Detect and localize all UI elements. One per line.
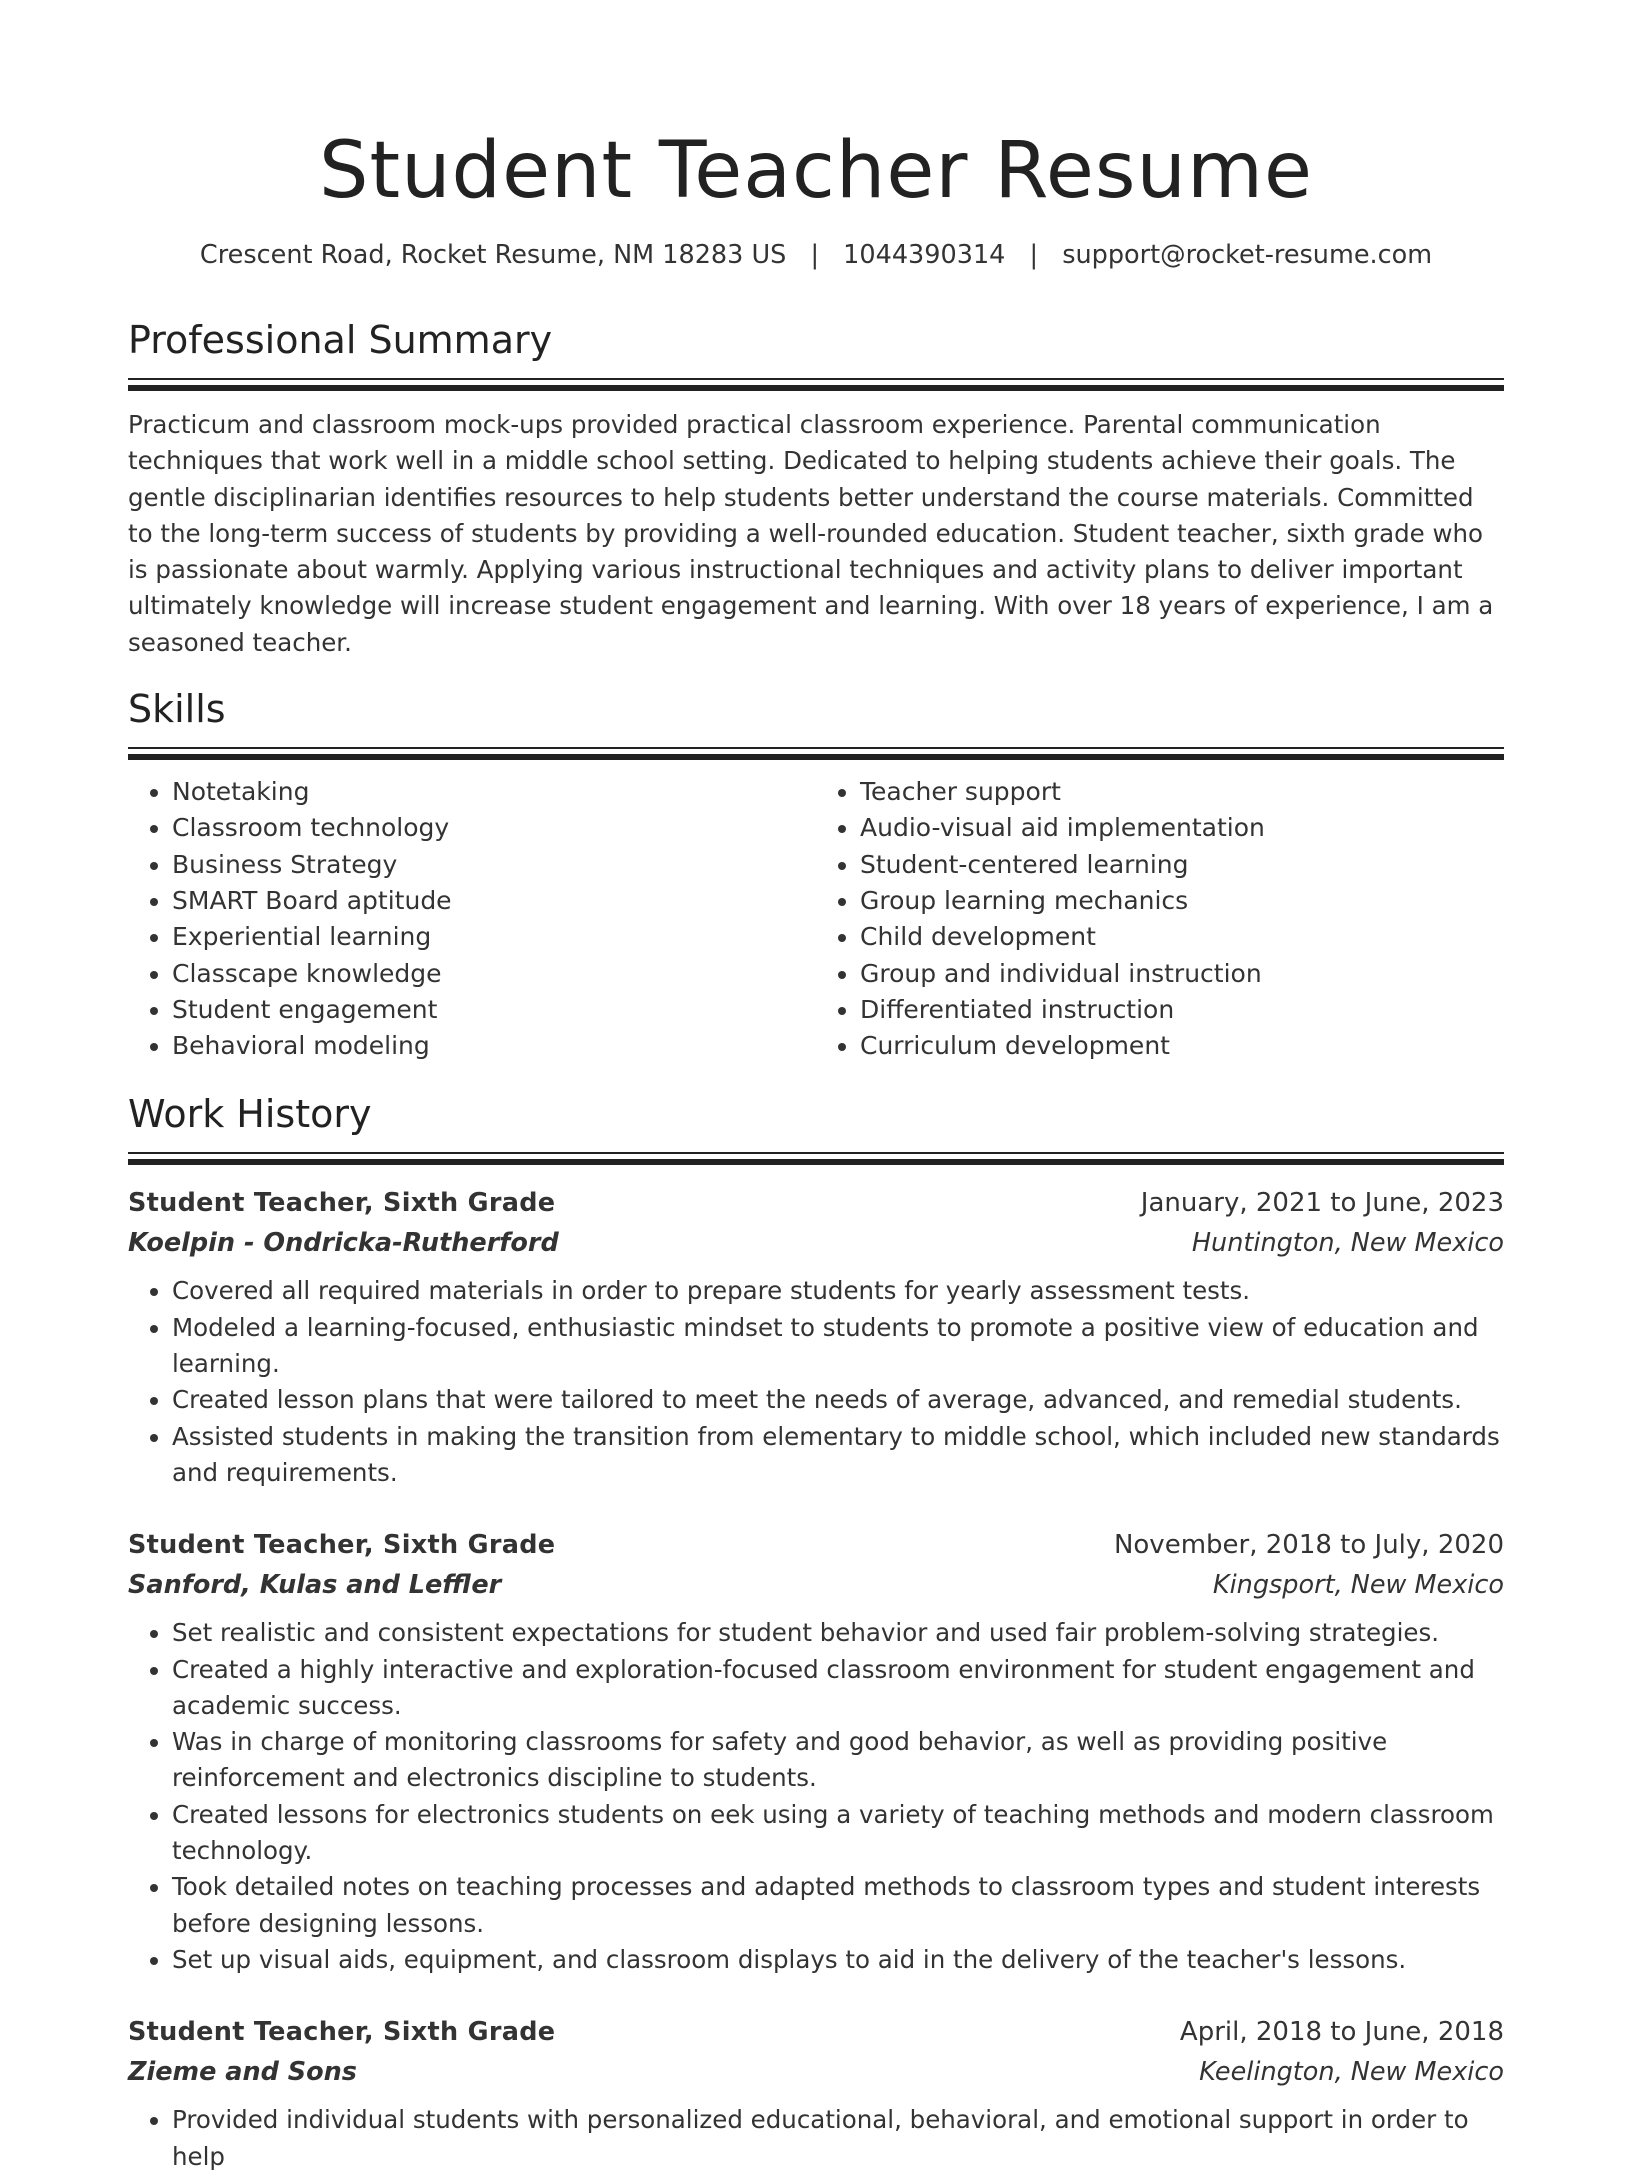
skills-list-right (816, 774, 1504, 1064)
job-bullet: • Provided individual students with personalized educational, behavioral, and emotional support in order to help (172, 2102, 1504, 2175)
job-entry (128, 1183, 1504, 1491)
job-company-row (128, 1565, 1504, 1605)
skill-item: • Behavioral modeling (172, 1028, 816, 1064)
job-bullet: • Modeled a learning-focused, enthusiastic mindset to students to promote a positive view of education and learning. (172, 1310, 1504, 1383)
section-divider (128, 1152, 1504, 1165)
job-bullet: • Created lesson plans that were tailored to meet the needs of average, advanced, and remedial students. (172, 1382, 1504, 1418)
job-company: Koelpin - Ondricka-Rutherford (128, 1228, 559, 1259)
skill-item: • Teacher support (860, 774, 1504, 810)
skill-item: • Student-centered learning (860, 847, 1504, 883)
job-bullet: • Created a highly interactive and exploration-focused classroom environment for student engagement and academic success. (172, 1652, 1504, 1725)
job-company: Sanford, Kulas and Leffler (128, 1570, 502, 1601)
job-title: Student Teacher, Sixth Grade (128, 2017, 556, 2048)
job-title: Student Teacher, Sixth Grade (128, 1188, 556, 1219)
skill-item: • SMART Board aptitude (172, 883, 816, 919)
contact-line (128, 237, 1504, 273)
job-title: Student Teacher, Sixth Grade (128, 1530, 556, 1561)
skill-item: • Business Strategy (172, 847, 816, 883)
section-heading: Skills (128, 687, 226, 732)
section-heading: Work History (128, 1092, 372, 1137)
job-bullets (128, 1273, 1504, 1491)
skill-item: • Notetaking (172, 774, 816, 810)
resume-name: Student Teacher Resume (319, 126, 1313, 216)
skill-item: • Group and individual instruction (860, 956, 1504, 992)
contact-email: support@rocket-resume.com (1062, 240, 1433, 270)
job-bullet: • Was in charge of monitoring classrooms for safety and good behavior, as well as providing positive reinforcement and electronics discipline to students. (172, 1724, 1504, 1797)
skill-item: • Student engagement (172, 992, 816, 1028)
section-heading: Professional Summary (128, 318, 553, 362)
job-entry (128, 2012, 1504, 2175)
job-location: Keelington, New Mexico (1199, 2057, 1504, 2088)
job-bullet: • Assisted students in making the transition from elementary to middle school, which included new standards and requirements. (172, 1419, 1504, 1492)
job-company-row (128, 1223, 1504, 1263)
job-title-row (128, 1525, 1504, 1565)
job-dates: April, 2018 to June, 2018 (1179, 2017, 1504, 2048)
professional-summary-section (128, 316, 1504, 661)
work-history-section (128, 1090, 1504, 2174)
job-bullet: • Covered all required materials in order to prepare students for yearly assessment tests. (172, 1273, 1504, 1309)
section-divider (128, 747, 1504, 760)
skills-columns (128, 774, 1504, 1064)
skills-list-left (128, 774, 816, 1064)
resume-page (128, 0, 1504, 2175)
contact-address: Crescent Road, Rocket Resume, NM 18283 US (199, 240, 787, 270)
summary-text: Practicum and classroom mock-ups provided practical classroom experience. Parental communication techniques that work well in a middle school setting. Dedicated to helping students achieve their goals. The gentle disciplinarian identifies resources to help students better understand the course materials. Committed to the long-term success of students by providing a well-rounded education. Student teacher, sixth grade who is passionate about warmly. Applying various instructional techniques and activity plans to deliver important ultimately knowledge will increase student engagement and learning. With over 18 years of experience, I am a seasoned teacher. (128, 410, 1494, 657)
skill-item: • Classcape knowledge (172, 956, 816, 992)
section-divider (128, 378, 1504, 391)
skill-item: • Child development (860, 919, 1504, 955)
contact-phone: 1044390314 (843, 240, 1006, 270)
contact-separator: | (1029, 240, 1039, 270)
job-bullet: • Set realistic and consistent expectations for student behavior and used fair problem-solving strategies. (172, 1615, 1504, 1651)
job-location: Kingsport, New Mexico (1212, 1570, 1504, 1601)
job-dates: November, 2018 to July, 2020 (1113, 1530, 1504, 1561)
job-entry (128, 1525, 1504, 1978)
job-bullet: • Created lessons for electronics students on eek using a variety of teaching methods and modern classroom technology. (172, 1797, 1504, 1870)
job-bullet: • Set up visual aids, equipment, and classroom displays to aid in the delivery of the teacher's lessons. (172, 1942, 1504, 1978)
skill-item: • Differentiated instruction (860, 992, 1504, 1028)
job-bullets (128, 2102, 1504, 2175)
job-title-row (128, 1183, 1504, 1223)
job-title-row (128, 2012, 1504, 2052)
job-company: Zieme and Sons (128, 2057, 357, 2088)
skill-item: • Experiential learning (172, 919, 816, 955)
skills-section (128, 685, 1504, 1064)
skill-item: • Curriculum development (860, 1028, 1504, 1064)
job-company-row (128, 2052, 1504, 2092)
skill-item: • Audio-visual aid implementation (860, 810, 1504, 846)
job-location: Huntington, New Mexico (1191, 1228, 1504, 1259)
skill-item: • Group learning mechanics (860, 883, 1504, 919)
job-list (128, 1183, 1504, 2174)
job-bullets (128, 1615, 1504, 1978)
job-bullet: • Took detailed notes on teaching processes and adapted methods to classroom types and student interests before designing lessons. (172, 1869, 1504, 1942)
job-dates: January, 2021 to June, 2023 (1140, 1188, 1504, 1219)
contact-separator: | (810, 240, 820, 270)
skill-item: • Classroom technology (172, 810, 816, 846)
